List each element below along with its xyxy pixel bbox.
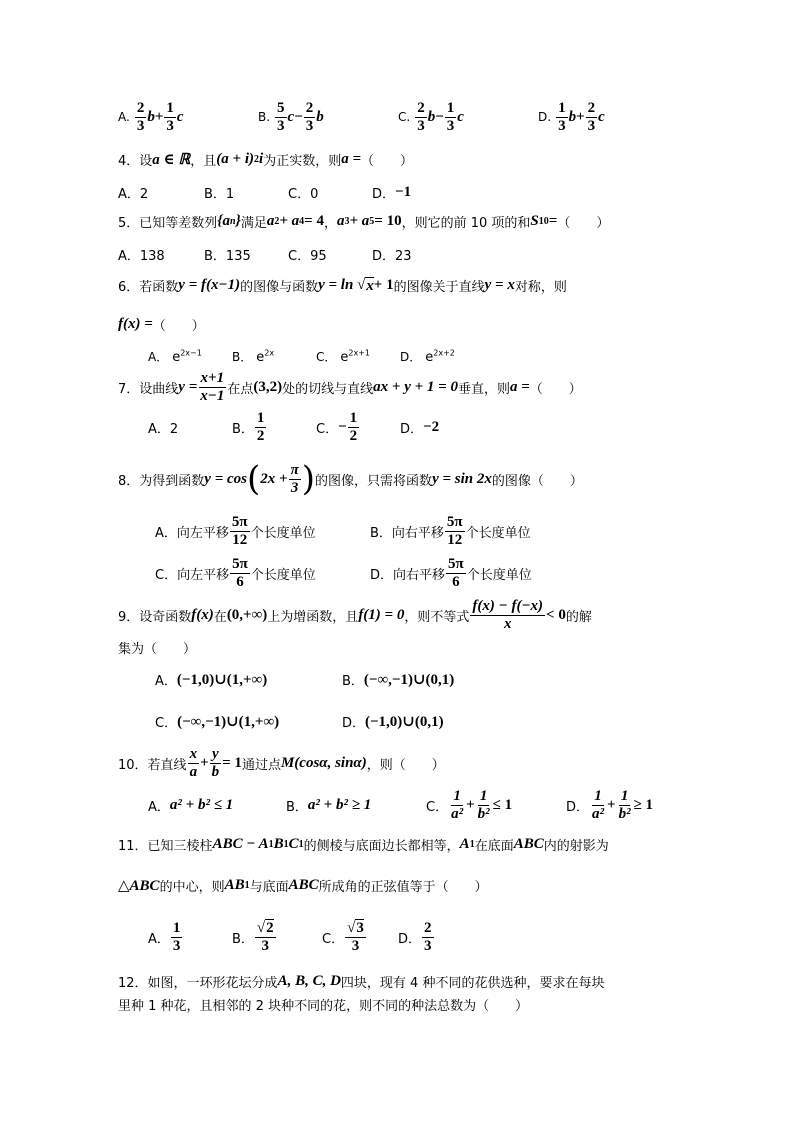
q6-options: A． $e^{2x-1}$ B． $e^{2x}$ C． $e^{2x+1}$ D． $e^{2x+2}$ <box>148 348 455 365</box>
q10-stem: 10． 若直线 $\frac{x}{a}$ + $\frac{y}{b}$ = 1 通过点 M(cosα, sinα) ，则（ ） <box>118 746 445 780</box>
q5-options: A．138 B．135 C．95 D．23 <box>118 249 412 264</box>
q11-stem: 11． 已知三棱柱 ABC − A 1 B 1 C 1 的侧棱与底面边长都相等， A 1 在底面 ABC 内的射影为 <box>118 836 609 854</box>
q3-option-b: B. $\frac{5}{3}$ c − $\frac{2}{3}$ b <box>258 100 324 134</box>
q3-option-a: A. $\frac{2}{3}$ b + $\frac{1}{3}$ c <box>118 100 184 134</box>
q10-options: A． a² + b² ≤ 1 B． a² + b² ≥ 1 C． $\frac{1}{\text{a²}}$ + $\frac{1}{\text{b²}}$ ≤ 1 D． $\frac{1}{\text{a²}}$ + $\frac{1}{\text{b²}}$ ≥ 1 <box>148 788 654 822</box>
q4-options: A．2 B．1 C．0 D． −1 <box>118 184 412 202</box>
q8-option-d: D．向右平移 $\frac{5\pi}{6}$ 个长度单位 <box>370 556 532 590</box>
q8-option-b: B．向右平移 $\frac{5\pi}{12}$ 个长度单位 <box>370 514 531 548</box>
q9-option-c: C． (−∞,−1)∪(1,+∞) <box>155 714 280 731</box>
q8-stem: 8． 为得到函数 y = cos ( 2x + $\frac{\pi}{3}$ ) 的图像，只需将函数 y = sin 2x 的图像（ ） <box>118 459 583 499</box>
q12-stem-line2: 里种 1 种花，且相邻的 2 块种不同的花，则不同的种法总数为（ ） <box>118 999 529 1014</box>
q8-option-c: C．向左平移 $\frac{5\pi}{6}$ 个长度单位 <box>155 556 316 590</box>
q7-options: A．2 B． $\frac{1}{2}$ C． − $\frac{1}{2}$ D． −2 <box>148 410 440 444</box>
q7-stem: 7． 设曲线 y = $\frac{x+1}{x-1}$ 在点 (3,2) 处的切线与直线 ax + y + 1 = 0 垂直，则 a = （ ） <box>118 370 582 404</box>
q12-stem: 12． 如图，一环形花坛分成 A, B, C, D 四块，现有 4 种不同的花供选种，要求在每块 <box>118 973 605 991</box>
q6-stem-line2: f(x) = （ ） <box>118 316 205 334</box>
q9-option-b: B． (−∞,−1)∪(0,1) <box>342 672 455 689</box>
q6-stem: 6． 若函数 y = f(x−1) 的图像与函数 y = ln √ x + 1 的图像关于直线 y = x 对称，则 <box>118 277 567 295</box>
q3-option-c: C. $\frac{2}{3}$ b − $\frac{1}{3}$ c <box>398 100 464 134</box>
option-label: A. <box>118 110 130 124</box>
q9-option-a: A． (−1,0)∪(1,+∞) <box>155 672 268 689</box>
q5-stem: 5． 已知等差数列 {a n } 满足 a 2 + a 4 = 4 ， a 3 + a 5 = 10 ，则它的前 10 项的和 S 10 = （ ） <box>118 213 610 231</box>
q4-stem: 4． 设 a ∈ ℝ ，且 (a + i) 2 i 为正实数，则 a = （ ） <box>118 151 414 169</box>
q11-options: A． $\frac{1}{3}$ B． $\frac{√2}{3}$ C． $\frac{√3}{3}$ D． $\frac{2}{3}$ <box>148 920 432 954</box>
q8-option-a: A．向左平移 $\frac{5\pi}{12}$ 个长度单位 <box>155 514 316 548</box>
q3-option-d: D. $\frac{1}{3}$ b + $\frac{2}{3}$ c <box>538 100 605 134</box>
q11-stem-line2: △ABC 的中心，则 AB 1 与底面 ABC 所成角的正弦值等于（ ） <box>118 877 488 895</box>
q9-stem-line2: 集为（ ） <box>118 642 197 657</box>
q9-stem: 9． 设奇函数 f(x) 在 (0,+∞) 上为增函数，且 f(1) = 0 ，则不等式 $\frac{f(x) - f(-x)}{x}$ < 0 的解 <box>118 598 592 632</box>
q9-option-d: D． (−1,0)∪(0,1) <box>342 714 444 731</box>
